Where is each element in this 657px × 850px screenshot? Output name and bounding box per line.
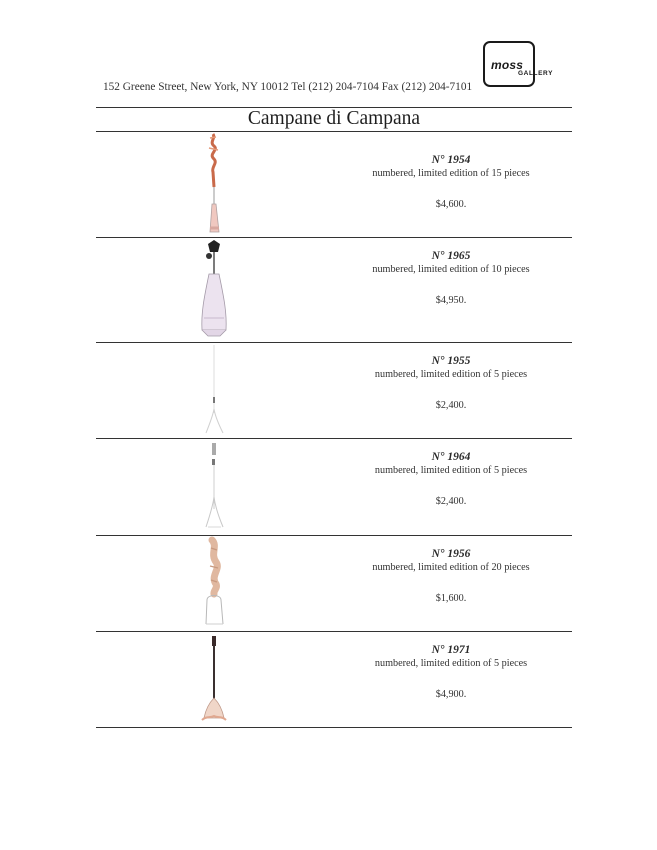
item-description: numbered, limited edition of 5 pieces [374,465,528,476]
item-description: numbered, limited edition of 5 pieces [374,369,528,380]
page-title: Campane di Campana [247,108,421,129]
item-number: N° 1965 [431,250,471,262]
bell-lamp-1965-image [196,238,232,342]
item-price: $2,400. [435,400,467,411]
bell-lamp-1955-image [196,343,232,437]
item-info [326,250,576,307]
moss-gallery-logo [483,41,539,89]
catalog-item [96,238,572,342]
item-description: numbered, limited edition of 10 pieces [372,264,530,275]
logo-subtext: GALLERY [518,70,554,77]
item-description: numbered, limited edition of 20 pieces [372,562,530,573]
item-price: $1,600. [435,593,467,604]
bell-lamp-1956-image [196,536,232,631]
catalog-item [96,343,572,437]
item-price: $4,900. [435,689,467,700]
item-description: numbered, limited edition of 5 pieces [374,658,528,669]
item-number: N° 1971 [431,644,471,656]
bell-lamp-1971-image [196,632,232,727]
item-info [326,548,576,605]
bell-lamp-1964-image [196,439,232,534]
logo-box [483,41,535,87]
gallery-address: 152 Greene Street, New York, NY 10012 Tel (212) 204-7104 Fax (212) 204-7101 [103,81,473,93]
item-number: N° 1956 [431,548,471,560]
item-number: N° 1955 [431,355,471,367]
catalog-item [96,132,572,236]
item-price: $4,600. [435,199,467,210]
item-number: N° 1954 [431,154,471,166]
item-divider [96,727,572,728]
catalog-item [96,536,572,631]
item-description: numbered, limited edition of 15 pieces [372,168,530,179]
item-info [326,644,576,701]
item-info [326,355,576,412]
item-number: N° 1964 [431,451,471,463]
catalog-item [96,439,572,534]
catalog-item [96,632,572,727]
item-price: $2,400. [435,496,467,507]
item-info [326,451,576,508]
logo-text: moss [491,58,524,72]
item-info [326,154,576,211]
bell-lamp-1954-image [196,132,232,236]
item-price: $4,950. [435,295,467,306]
